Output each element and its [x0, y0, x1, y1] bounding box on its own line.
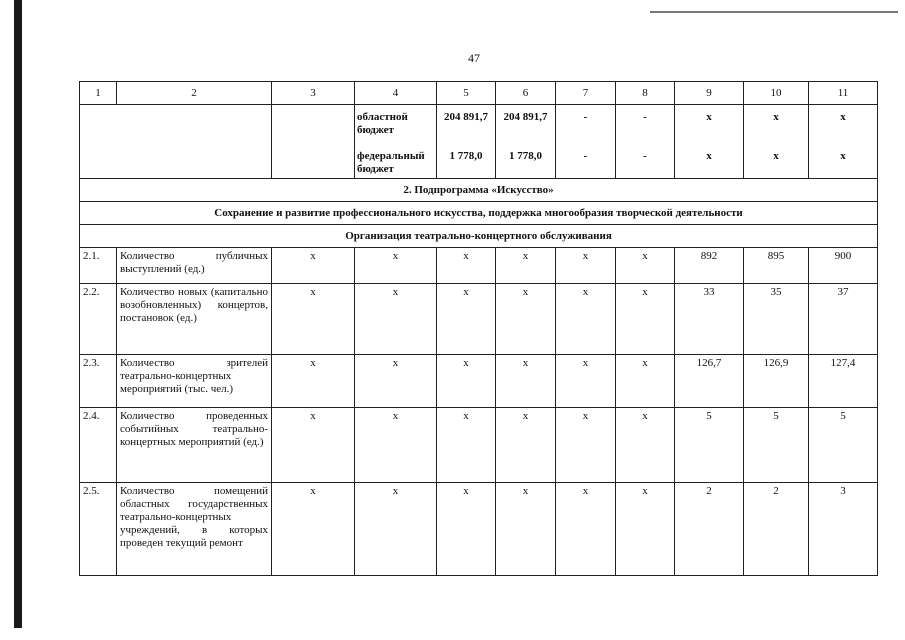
- column-number: 4: [355, 82, 437, 105]
- table-cell: х: [616, 483, 675, 576]
- table-cell: 126,9: [744, 355, 809, 408]
- budget-value: -: [583, 150, 588, 162]
- table-cell: 35: [744, 284, 809, 355]
- budget-value: х: [706, 150, 712, 162]
- table-cell: х: [272, 248, 355, 284]
- table-cell: х: [437, 483, 496, 576]
- row-number: 2.1.: [80, 248, 117, 284]
- table-cell: х: [437, 248, 496, 284]
- budget-value: 204 891,7: [444, 111, 488, 123]
- budget-value-cell: [496, 105, 556, 179]
- table-cell: х: [496, 284, 556, 355]
- table-cell: х: [616, 284, 675, 355]
- section-header-row: [80, 202, 878, 225]
- table-row: [80, 408, 878, 483]
- budget-row: [80, 105, 878, 179]
- table-cell: х: [496, 355, 556, 408]
- indicators-table: [79, 81, 878, 576]
- table-cell: х: [496, 483, 556, 576]
- budget-value-cell: [675, 105, 744, 179]
- budget-value-cell: [556, 105, 616, 179]
- table-cell: х: [616, 408, 675, 483]
- table-cell: х: [556, 408, 616, 483]
- budget-value: -: [583, 111, 588, 123]
- activity-title: Организация театрально-концертного обслуживания: [80, 225, 878, 248]
- table-cell: 5: [675, 408, 744, 483]
- table-cell: х: [556, 483, 616, 576]
- table-cell: х: [437, 355, 496, 408]
- table-cell: х: [272, 284, 355, 355]
- budget-value-cell: [616, 105, 675, 179]
- table-cell: 2: [744, 483, 809, 576]
- task-title: Сохранение и развитие профессионального искусства, поддержка многообразия творческой деятельности: [80, 202, 878, 225]
- scan-edge-bar: [14, 0, 22, 628]
- row-number: 2.4.: [80, 408, 117, 483]
- table-cell: 33: [675, 284, 744, 355]
- table-cell: 2: [675, 483, 744, 576]
- column-number: 5: [437, 82, 496, 105]
- indicator-name: Количество помещений областных государственных театрально-концертных учреждений, в которых проведен текущий ремонт: [117, 483, 272, 576]
- indicator-name: Количество проведенных событийных театрально-концертных мероприятий (ед.): [117, 408, 272, 483]
- budget-value: х: [773, 150, 779, 162]
- row-number: 2.5.: [80, 483, 117, 576]
- budget-value: 1 778,0: [509, 150, 542, 162]
- row-number: 2.3.: [80, 355, 117, 408]
- indicator-name: Количество новых (капитально возобновленных) концертов, постановок (ед.): [117, 284, 272, 355]
- column-number: 2: [117, 82, 272, 105]
- budget-value-cell: [809, 105, 878, 179]
- table-cell: х: [355, 408, 437, 483]
- budget-label-cell: [355, 105, 437, 179]
- budget-value: 1 778,0: [449, 150, 483, 162]
- table-cell: 37: [809, 284, 878, 355]
- table-cell: х: [556, 284, 616, 355]
- column-number: 8: [616, 82, 675, 105]
- column-number: 1: [80, 82, 117, 105]
- table-cell: х: [355, 284, 437, 355]
- column-number: 3: [272, 82, 355, 105]
- table-cell: х: [496, 248, 556, 284]
- page-number: 47: [468, 51, 480, 65]
- table-cell: х: [272, 408, 355, 483]
- budget-label: федеральный бюджет: [357, 150, 425, 175]
- table-cell: 127,4: [809, 355, 878, 408]
- table-cell: х: [272, 483, 355, 576]
- table-cell: х: [616, 248, 675, 284]
- table-row: [80, 355, 878, 408]
- column-number: 7: [556, 82, 616, 105]
- table-cell: х: [355, 483, 437, 576]
- budget-value-cell: [744, 105, 809, 179]
- budget-value: 204 891,7: [503, 111, 548, 123]
- budget-value: х: [706, 111, 712, 123]
- column-number: 11: [809, 82, 878, 105]
- table-cell: х: [355, 355, 437, 408]
- table-cell: х: [496, 408, 556, 483]
- top-rule: [650, 11, 898, 13]
- budget-value: х: [773, 111, 779, 123]
- column-number-row: [80, 82, 878, 105]
- budget-value: х: [840, 150, 846, 162]
- budget-value: -: [643, 111, 647, 123]
- row-number: 2.2.: [80, 284, 117, 355]
- indicator-name: Количество публичных выступлений (ед.): [117, 248, 272, 284]
- column-number: 9: [675, 82, 744, 105]
- table-cell: х: [556, 355, 616, 408]
- table-cell: х: [437, 408, 496, 483]
- table-cell: 892: [675, 248, 744, 284]
- table-row: [80, 248, 878, 284]
- table-cell: х: [616, 355, 675, 408]
- budget-value: х: [840, 111, 846, 123]
- table-cell: 5: [744, 408, 809, 483]
- column-number: 10: [744, 82, 809, 105]
- table-cell: 895: [744, 248, 809, 284]
- budget-empty-cell: [80, 105, 272, 179]
- budget-value-cell: [437, 105, 496, 179]
- section-header-row: [80, 225, 878, 248]
- table-cell: х: [355, 248, 437, 284]
- subprogram-title: 2. Подпрограмма «Искусство»: [80, 179, 878, 202]
- indicator-name: Количество зрителей театрально-концертных мероприятий (тыс. чел.): [117, 355, 272, 408]
- table-cell: х: [556, 248, 616, 284]
- table-cell: х: [437, 284, 496, 355]
- table-row: [80, 483, 878, 576]
- column-number: 6: [496, 82, 556, 105]
- section-header-row: [80, 179, 878, 202]
- table-cell: 900: [809, 248, 878, 284]
- budget-empty-cell: [272, 105, 355, 179]
- budget-label: областной бюджет: [357, 111, 408, 136]
- table-row: [80, 284, 878, 355]
- table-cell: 126,7: [675, 355, 744, 408]
- table-cell: х: [272, 355, 355, 408]
- table-cell: 5: [809, 408, 878, 483]
- budget-value: -: [643, 150, 647, 162]
- table-cell: 3: [809, 483, 878, 576]
